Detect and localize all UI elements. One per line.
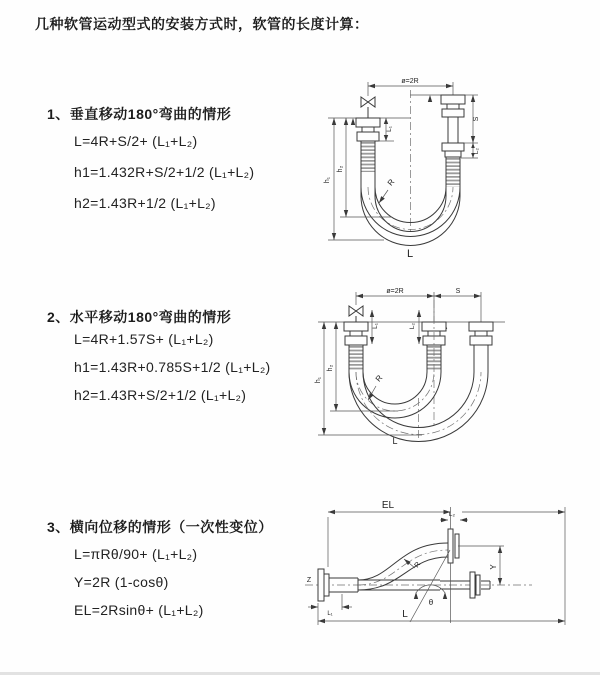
upper-flange-fitting bbox=[448, 529, 459, 563]
dimension-l1 bbox=[370, 310, 379, 344]
valve-icon bbox=[349, 306, 363, 322]
page-title: 几种软管运动型式的安装方式时，软管的长度计算： bbox=[35, 16, 369, 32]
dim-label-l: L bbox=[402, 609, 408, 620]
dim-label-h2: h₂ bbox=[327, 364, 334, 372]
dimension-l-total bbox=[318, 603, 565, 625]
section-1-formula-h1: h1=1.432R+S/2+1/2 (L₁+L₂) bbox=[74, 164, 255, 180]
dim-label-l2: L₂ bbox=[448, 511, 456, 518]
section-1-heading: 1、垂直移动180°弯曲的情形 bbox=[47, 106, 232, 122]
left-flange-fitting bbox=[344, 322, 368, 372]
dim-label-el: EL bbox=[381, 500, 395, 511]
dim-label-l2: L₂ bbox=[473, 147, 480, 155]
dim-label-l-total: L bbox=[406, 248, 414, 260]
section-3-formula-el: EL=2Rsinθ+ (L₁+L₂) bbox=[74, 602, 204, 618]
section-1-formula-l: L=4R+S/2+ (L₁+L₂) bbox=[74, 133, 198, 149]
dim-label-h1: h₁ bbox=[324, 176, 331, 184]
dimension-l2 bbox=[409, 310, 421, 344]
axis-symbol: Z bbox=[306, 577, 312, 584]
section-3-heading: 3、横向位移的情形（一次性变位） bbox=[47, 519, 273, 535]
dim-label-l2: L₂ bbox=[409, 322, 416, 330]
dim-label-r: R bbox=[373, 373, 385, 384]
diagram-vertical-180-bend bbox=[312, 72, 562, 267]
hose-displaced-position bbox=[358, 543, 448, 590]
section-3-formula-l: L=πRθ/90+ (L₁+L₂) bbox=[74, 546, 198, 562]
dim-label-l1: L₁ bbox=[327, 611, 333, 617]
section-2-formula-l: L=4R+1.57S+ (L₁+L₂) bbox=[74, 331, 214, 347]
right-flange-fitting bbox=[469, 322, 493, 372]
dim-label-l1: L₁ bbox=[372, 323, 379, 329]
angle-theta bbox=[414, 585, 447, 607]
dimension-l1 bbox=[308, 594, 352, 617]
left-flange-fitting bbox=[356, 118, 380, 187]
dim-label-s: S bbox=[455, 288, 461, 295]
dim-label-h2: h₂ bbox=[337, 165, 344, 173]
diagram-horizontal-180-bend bbox=[310, 280, 570, 465]
dimension-el bbox=[328, 500, 565, 625]
right-flange-fitting bbox=[441, 95, 465, 187]
dim-label-2r: ø=2R bbox=[401, 78, 419, 85]
dimension-l2 bbox=[471, 143, 480, 158]
section-3-formula-y: Y=2R (1-cosθ) bbox=[74, 574, 169, 590]
dimension-y bbox=[458, 546, 504, 585]
dim-label-s: S bbox=[473, 116, 480, 122]
dim-label-l-total: L bbox=[392, 436, 398, 446]
dim-label-r: R bbox=[413, 560, 423, 570]
section-1-formula-h2: h2=1.43R+1/2 (L₁+L₂) bbox=[74, 195, 216, 211]
dim-label-h1: h₁ bbox=[315, 376, 322, 384]
dim-label-r: R bbox=[385, 177, 397, 188]
valve-icon bbox=[361, 97, 375, 118]
section-2-formula-h2: h2=1.43R+S/2+1/2 (L₁+L₂) bbox=[74, 387, 247, 403]
radius-callout bbox=[368, 373, 385, 400]
section-2-heading: 2、水平移动180°弯曲的情形 bbox=[47, 309, 232, 325]
dim-label-theta: θ bbox=[428, 598, 434, 607]
radius-callout bbox=[379, 177, 397, 203]
dim-label-2r: ø=2R bbox=[386, 288, 404, 295]
section-2-formula-h1: h1=1.43R+0.785S+1/2 (L₁+L₂) bbox=[74, 359, 271, 375]
dim-label-y: Y bbox=[489, 564, 498, 570]
hose-u-bend bbox=[361, 187, 460, 246]
dimension-h1 bbox=[315, 322, 422, 435]
reference-lines bbox=[328, 95, 441, 125]
diagram-lateral-displacement bbox=[300, 495, 600, 660]
dim-label-l1: L₁ bbox=[386, 126, 393, 132]
